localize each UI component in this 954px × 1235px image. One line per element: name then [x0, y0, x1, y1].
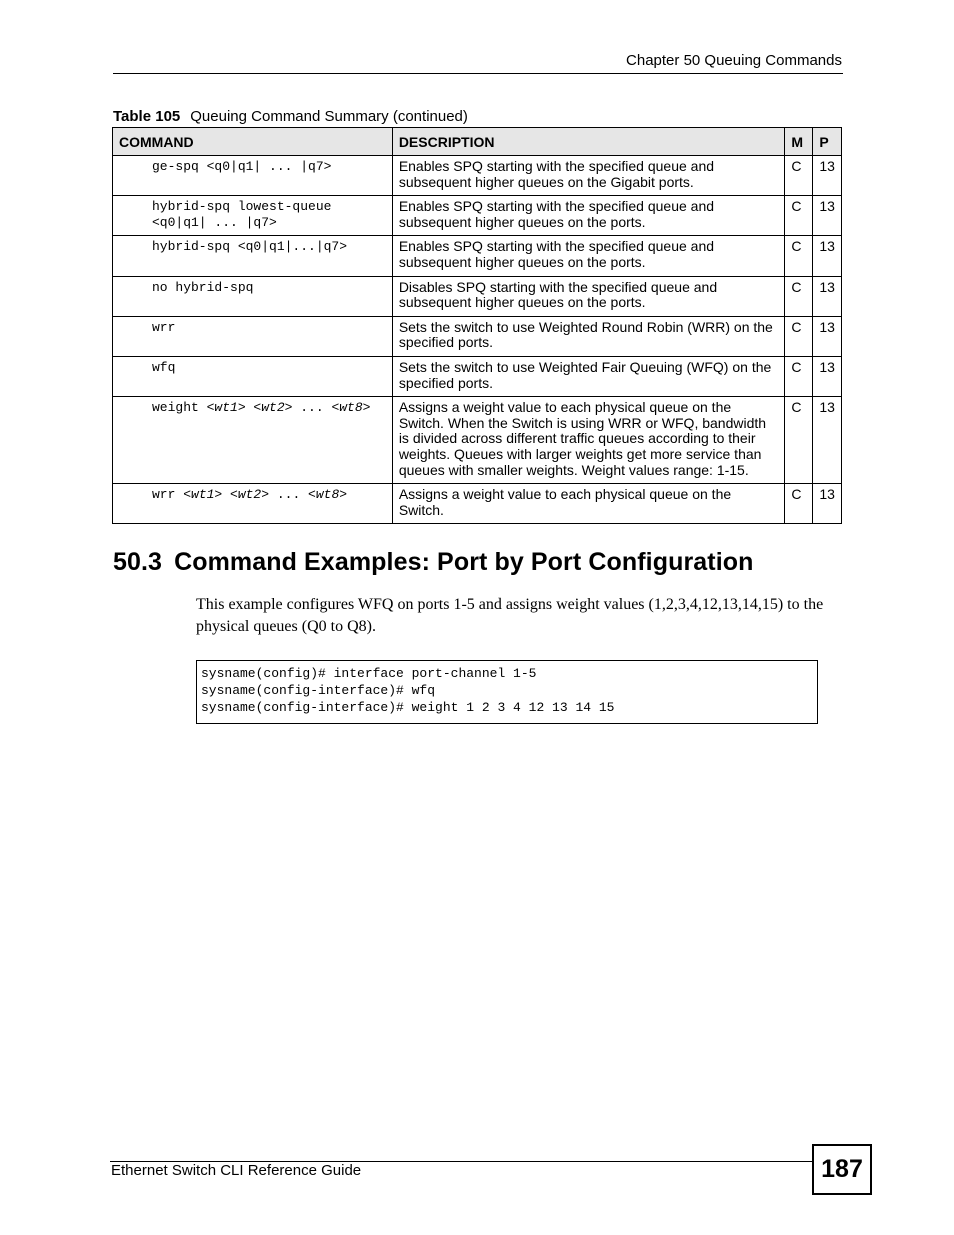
mode-cell: C — [785, 356, 813, 396]
privilege-cell: 13 — [813, 356, 842, 396]
command-arg: wt8 — [315, 487, 340, 503]
mode-cell: C — [785, 196, 813, 236]
command-text: > < — [237, 400, 262, 416]
command-arg: wt2 — [237, 487, 262, 503]
command-cell — [113, 484, 393, 524]
command-cell — [113, 196, 393, 236]
column-header-m: M — [785, 128, 813, 156]
command-text: wfq — [152, 359, 176, 375]
mode-cell: C — [785, 316, 813, 356]
table-row — [113, 196, 842, 236]
command-text: ge-spq <q0|q1| ... |q7> — [152, 159, 332, 174]
command-text: hybrid-spq <q0|q1|...|q7> — [152, 239, 348, 255]
header-divider — [113, 73, 843, 74]
command-text: > ... < — [284, 400, 340, 416]
code-line: sysname(config)# interface port-channel 1-5 — [201, 666, 537, 681]
privilege-cell: 13 — [813, 156, 842, 196]
table-row — [113, 236, 842, 276]
command-text: no hybrid-spq — [152, 279, 254, 295]
description-cell: Enables SPQ starting with the specified queue and subsequent higher queues on the ports. — [392, 236, 785, 276]
command-text: wrr — [152, 319, 176, 335]
privilege-cell: 13 — [813, 397, 842, 484]
privilege-cell: 13 — [813, 484, 842, 524]
command-text: > < — [214, 487, 238, 503]
mode-cell: C — [785, 276, 813, 316]
chapter-title: Chapter 50 Queuing Commands — [626, 52, 842, 69]
command-text: > — [362, 400, 371, 416]
table-caption-text: Queuing Command Summary (continued) — [190, 108, 468, 125]
command-text: > — [339, 487, 348, 503]
command-arg: wt2 — [261, 400, 285, 416]
description-cell: Sets the switch to use Weighted Round Robin (WRR) on the specified ports. — [392, 316, 785, 356]
section-heading — [113, 548, 754, 577]
command-arg: wt1 — [191, 487, 215, 503]
command-text-continued: <q0|q1| ... |q7> — [152, 214, 277, 230]
mode-cell: C — [785, 236, 813, 276]
page-number: 187 — [812, 1144, 872, 1195]
privilege-cell: 13 — [813, 316, 842, 356]
table-row — [113, 156, 842, 196]
section-number: 50.3 — [113, 548, 163, 576]
column-header-command: COMMAND — [113, 128, 393, 156]
description-cell: Disables SPQ starting with the specified queue and subsequent higher queues on the ports. — [392, 276, 785, 316]
code-line: sysname(config-interface)# weight 1 2 3 4 12 13 14 15 — [201, 700, 615, 715]
command-text: wrr < — [152, 487, 192, 503]
privilege-cell: 13 — [813, 276, 842, 316]
command-cell — [113, 356, 393, 396]
mode-cell: C — [785, 484, 813, 524]
command-cell — [113, 276, 393, 316]
mode-cell: C — [785, 156, 813, 196]
section-paragraph: This example configures WFQ on ports 1-5 and assigns weight values (1,2,3,4,12,13,14,15) to the physical queues (Q0 to Q8). — [196, 596, 824, 635]
description-cell: Enables SPQ starting with the specified queue and subsequent higher queues on the Gigabit ports. — [392, 156, 785, 196]
queuing-command-table — [112, 127, 842, 524]
table-row — [113, 397, 842, 484]
privilege-cell: 13 — [813, 196, 842, 236]
command-text: weight < — [152, 400, 215, 416]
command-cell — [113, 236, 393, 276]
code-example — [196, 660, 818, 724]
table-row — [113, 316, 842, 356]
section-title: Command Examples: Port by Port Configuration — [174, 548, 754, 576]
description-cell: Assigns a weight value to each physical queue on the Switch. — [392, 484, 785, 524]
command-cell — [113, 156, 393, 196]
description-cell: Enables SPQ starting with the specified queue and subsequent higher queues on the ports. — [392, 196, 785, 236]
command-cell — [113, 316, 393, 356]
description-cell: Sets the switch to use Weighted Fair Queuing (WFQ) on the specified ports. — [392, 356, 785, 396]
table-row — [113, 276, 842, 316]
table-row — [113, 356, 842, 396]
command-text: hybrid-spq lowest-queue — [152, 199, 332, 215]
description-cell: Assigns a weight value to each physical queue on the Switch. When the Switch is using WRR or WFQ, bandwidth is divided across different traffic queues according to their weights. Queues with larger weights get more service than queues with smaller weights. Weight values range: 1-15. — [392, 397, 785, 484]
table-caption-label: Table 105 — [113, 108, 181, 125]
column-header-p: P — [813, 128, 842, 156]
command-cell — [113, 397, 393, 484]
command-text: > ... < — [261, 487, 316, 503]
command-arg: wt1 — [214, 400, 238, 416]
table-header-row — [113, 128, 842, 156]
privilege-cell: 13 — [813, 236, 842, 276]
mode-cell: C — [785, 397, 813, 484]
guide-title: Ethernet Switch CLI Reference Guide — [111, 1162, 362, 1179]
column-header-description: DESCRIPTION — [392, 128, 785, 156]
table-caption — [113, 108, 468, 125]
table-row — [113, 484, 842, 524]
code-line: sysname(config-interface)# wfq — [201, 683, 436, 698]
command-arg: wt8 — [339, 400, 363, 416]
